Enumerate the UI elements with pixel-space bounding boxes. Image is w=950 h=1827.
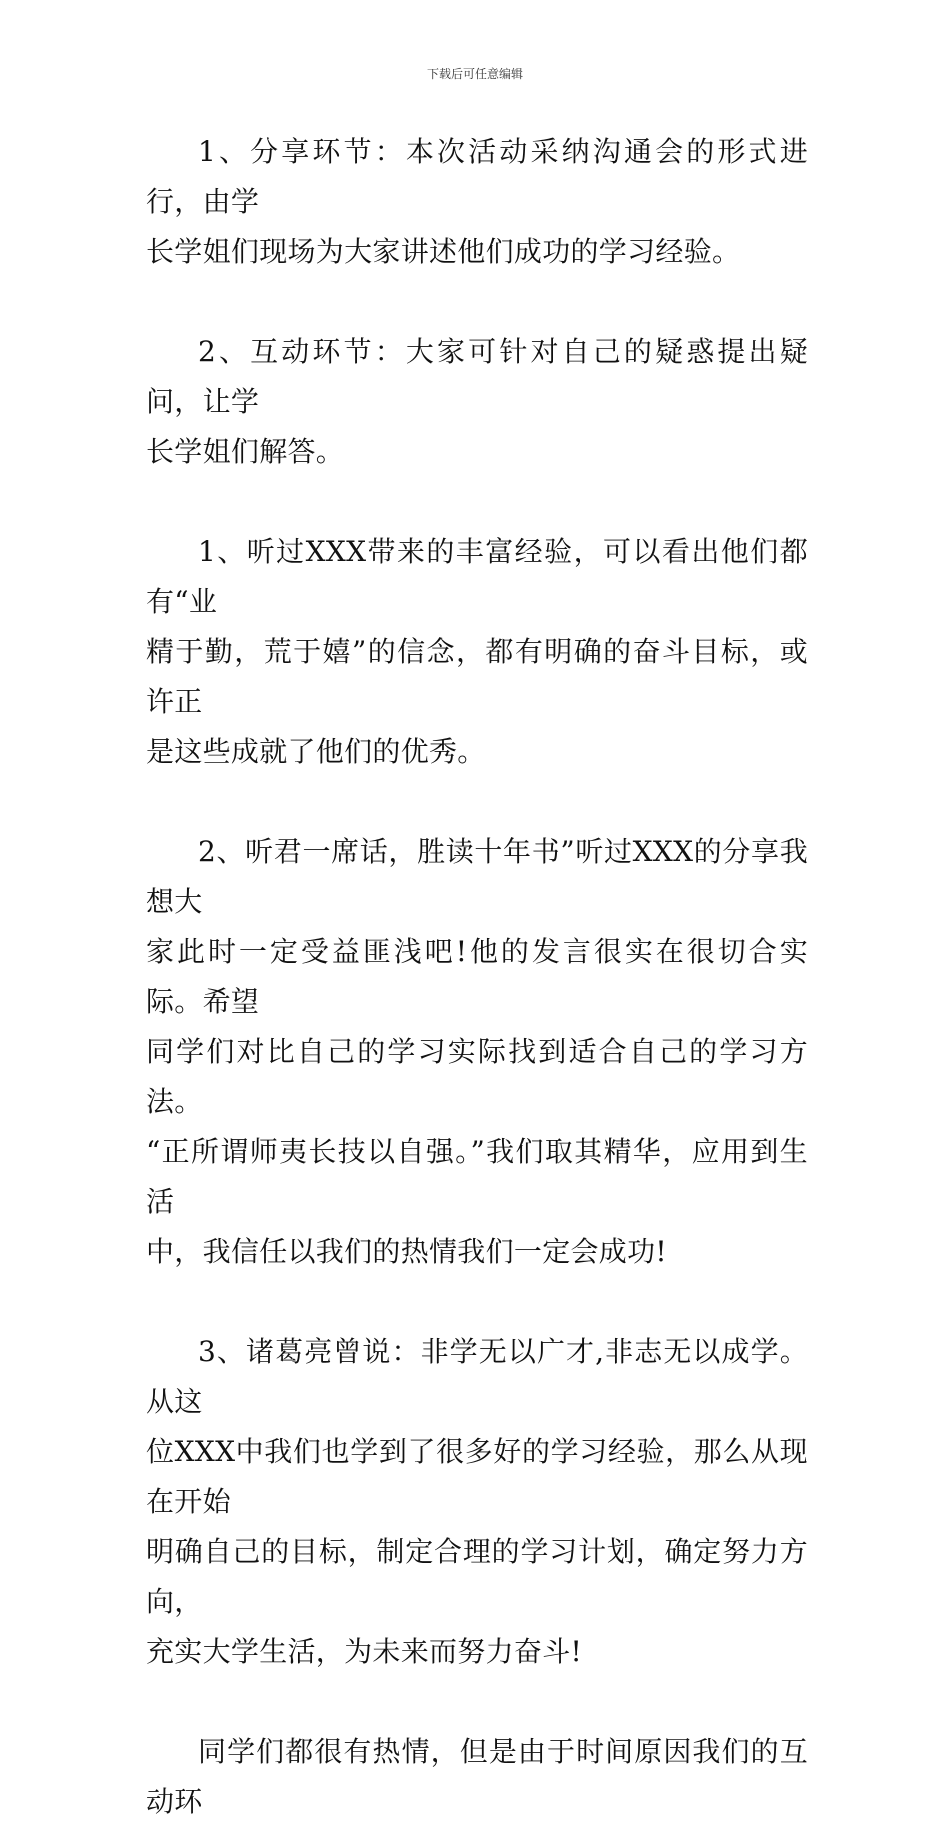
page-header: 下载后可任意编辑 xyxy=(426,67,523,81)
line: 同学们都很有热情，但是由于时间原因我们的互动环 xyxy=(146,1735,808,1818)
line: 位XXX中我们也学到了很多好的学习经验，那么从现在开始 xyxy=(146,1435,808,1518)
line: 2、听君一席话，胜读十年书”听过XXX的分享我想大 xyxy=(146,835,808,918)
line: 2、互动环节：大家可针对自己的疑惑提出疑问，让学 xyxy=(146,335,808,418)
paragraph-5 xyxy=(146,1327,808,1677)
line: 是这些成就了他们的优秀。 xyxy=(146,735,486,768)
line: 明确自己的目标，制定合理的学习计划，确定努力方向， xyxy=(146,1535,808,1618)
line: 长学姐们现场为大家讲述他们成功的学习经验。 xyxy=(146,235,741,268)
line: 3、诸葛亮曾说：非学无以广才,非志无以成学。从这 xyxy=(146,1335,808,1418)
paragraph-1 xyxy=(146,127,808,277)
paragraph-3 xyxy=(146,527,808,777)
paragraph-4 xyxy=(146,827,808,1277)
line: 中，我信任以我们的热情我们一定会成功! xyxy=(146,1235,667,1268)
document-body xyxy=(146,127,808,1827)
paragraph-2 xyxy=(146,327,808,477)
line: 充实大学生活，为未来而努力奋斗! xyxy=(146,1635,583,1668)
line: 精于勤，荒于嬉”的信念，都有明确的奋斗目标，或许正 xyxy=(146,635,808,718)
line: 家此时一定受益匪浅吧!他的发言很实在很切合实际。希望 xyxy=(146,935,808,1018)
paragraph-6 xyxy=(146,1727,808,1827)
line: 1、听过XXX带来的丰富经验，可以看出他们都有“业 xyxy=(146,535,808,618)
line: 长学姐们解答。 xyxy=(146,435,345,468)
line: 同学们对比自己的学习实际找到适合自己的学习方法。 xyxy=(146,1035,808,1118)
line: “正所谓师夷长技以自强。”我们取其精华，应用到生活 xyxy=(146,1135,808,1218)
line: 1、分享环节：本次活动采纳沟通会的形式进行，由学 xyxy=(146,135,808,218)
